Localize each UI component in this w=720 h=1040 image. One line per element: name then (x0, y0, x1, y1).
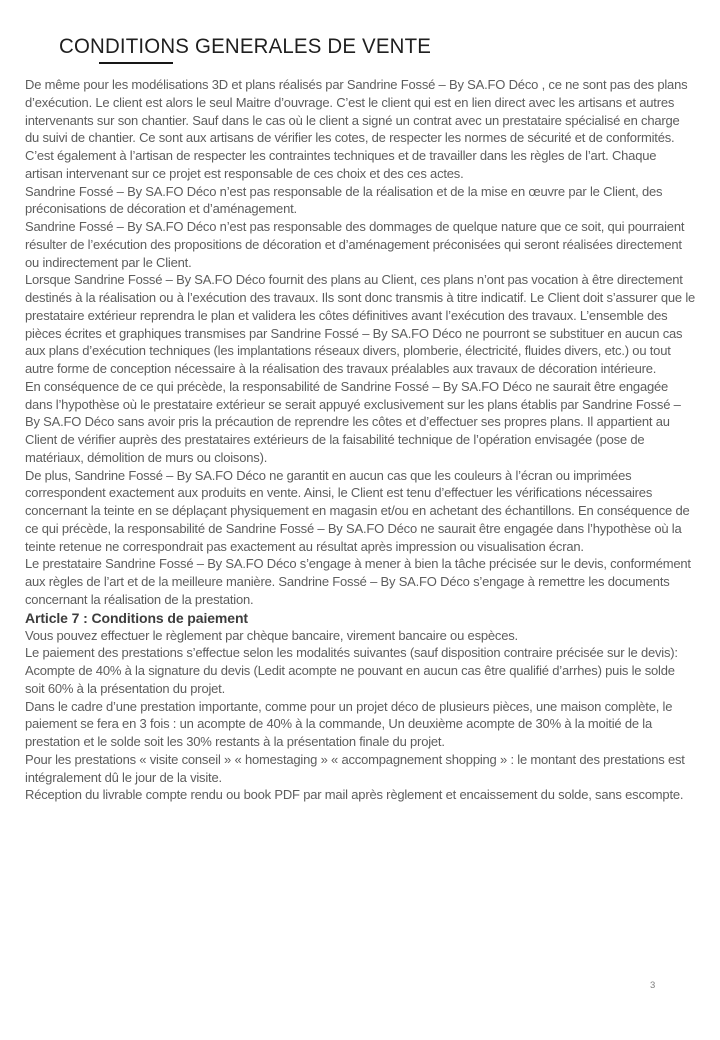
paragraph: Dans le cadre d’une prestation importante, comme pour un projet déco de plusieurs pièces, une maison complète, le paiement se fera en 3 fois : un acompte de 40% à la commande, Un deuxième acompte de 30% à la moitié de la prestation et le solde soit les 30% restants à la présentation finale du projet. (25, 698, 673, 749)
paragraph: En conséquence de ce qui précède, la responsabilité de Sandrine Fossé – By SA.FO Déco ne saurait être engagée dans l’hypothèse où le prestataire extérieur se serait appuyé exclusivement sur les plans établis par Sandrine Fossé – By SA.FO Déco sans avoir pris la précaution de reprendre les côtes et d’effectuer ses propres plans. Il appartient au Client de vérifier auprès des prestataires extérieurs de la faisabilité technique de l’opération envisagée (pose de matériaux, démolition de murs ou cloisons). (25, 378, 681, 465)
document-body (25, 76, 697, 804)
paragraph: Réception du livrable compte rendu ou book PDF par mail après règlement et encaissement du solde, sans escompte. (25, 787, 684, 803)
paragraph: Lorsque Sandrine Fossé – By SA.FO Déco fournit des plans au Client, ces plans n’ont pas vocation à être directement destinés à la réalisation ou à l’exécution des travaux. Ils sont donc transmis à titre indicatif. Le Client doit s’assurer que le prestataire extérieur reprendra le plan et validera les côtes définitives avant l’exécution des travaux. L’ensemble des pièces écrites et graphiques transmises par Sandrine Fossé – By SA.FO Déco ne pourront se substituer en aucun cas aux plans d’exécution techniques (les implantations réseaux divers, plomberie, électricité, fluides divers, etc.) ou tout autre forme de conception nécessaire à la réalisation des travaux préalables aux travaux de décoration intérieure. (25, 272, 696, 376)
article-7-heading: Article 7 : Conditions de paiement (25, 609, 248, 626)
page-title: CONDITIONS GENERALES DE VENTE (59, 34, 432, 59)
paragraph: Sandrine Fossé – By SA.FO Déco n’est pas responsable des dommages de quelque nature que ce soit, qui pourraient résulter de l’exécution des propositions de décoration et d’aménagement préconisées qui seront réalisées directement ou indirectement par le Client. (25, 219, 685, 270)
paragraph: De même pour les modélisations 3D et plans réalisés par Sandrine Fossé – By SA.FO Déco , ce ne sont pas des plans d’exécution. Le client est alors le seul Maitre d’ouvrage. C’est le client qui est en lien direct avec les artisans et autres intervenants sur son chantier. Sauf dans le cas où le client a signé un contrat avec un prestataire spécialisé en charge du suivi de chantier. Ce sont aux artisans de vérifier les cotes, de respecter les normes de sécurité et de conformités. C’est également à l’artisan de respecter les contraintes techniques et de travailler dans les règles de l’art. Chaque artisan intervenant sur ce projet est responsable de ces choix et des ces actes. (25, 77, 688, 181)
paragraph: Pour les prestations « visite conseil » « homestaging » « accompagnement shopping » : le montant des prestations est intégralement dû le jour de la visite. (25, 751, 685, 785)
paragraph: De plus, Sandrine Fossé – By SA.FO Déco ne garantit en aucun cas que les couleurs à l’écran ou imprimées correspondent exactement aux produits en vente. Ainsi, le Client est tenu d’effectuer les vérifications nécessaires concernant la teinte en se déplaçant physiquement en magasin et/ou en achetant des échantillons. En conséquence de ce qui précède, la responsabilité de Sandrine Fossé – By SA.FO Déco ne saurait être engagée dans l’hypothèse où la teinte retenue ne correspondrait pas exactement au résultat après impression ou visualisation écran. (25, 467, 690, 554)
paragraph: Vous pouvez effectuer le règlement par chèque bancaire, virement bancaire ou espèces. (25, 627, 518, 643)
paragraph: Sandrine Fossé – By SA.FO Déco n’est pas responsable de la réalisation et de la mise en œuvre par le Client, des préconisations de décoration et d’aménagement. (25, 183, 663, 217)
paragraph: Le paiement des prestations s’effectue selon les modalités suivantes (sauf disposition contraire précisée sur le devis): (25, 645, 678, 661)
title-underline (99, 62, 173, 64)
paragraph: Le prestataire Sandrine Fossé – By SA.FO Déco s’engage à mener à bien la tâche précisée sur le devis, conformément aux règles de l’art et de la meilleure manière. Sandrine Fossé – By SA.FO Déco s’engage à remettre les documents concernant la réalisation de la prestation. (25, 556, 691, 607)
paragraph: Acompte de 40% à la signature du devis (Ledit acompte ne pouvant en aucun cas être qualifié d’arrhes) puis le solde soit 60% à la présentation du projet. (25, 663, 675, 696)
page-number: 3 (650, 980, 656, 991)
